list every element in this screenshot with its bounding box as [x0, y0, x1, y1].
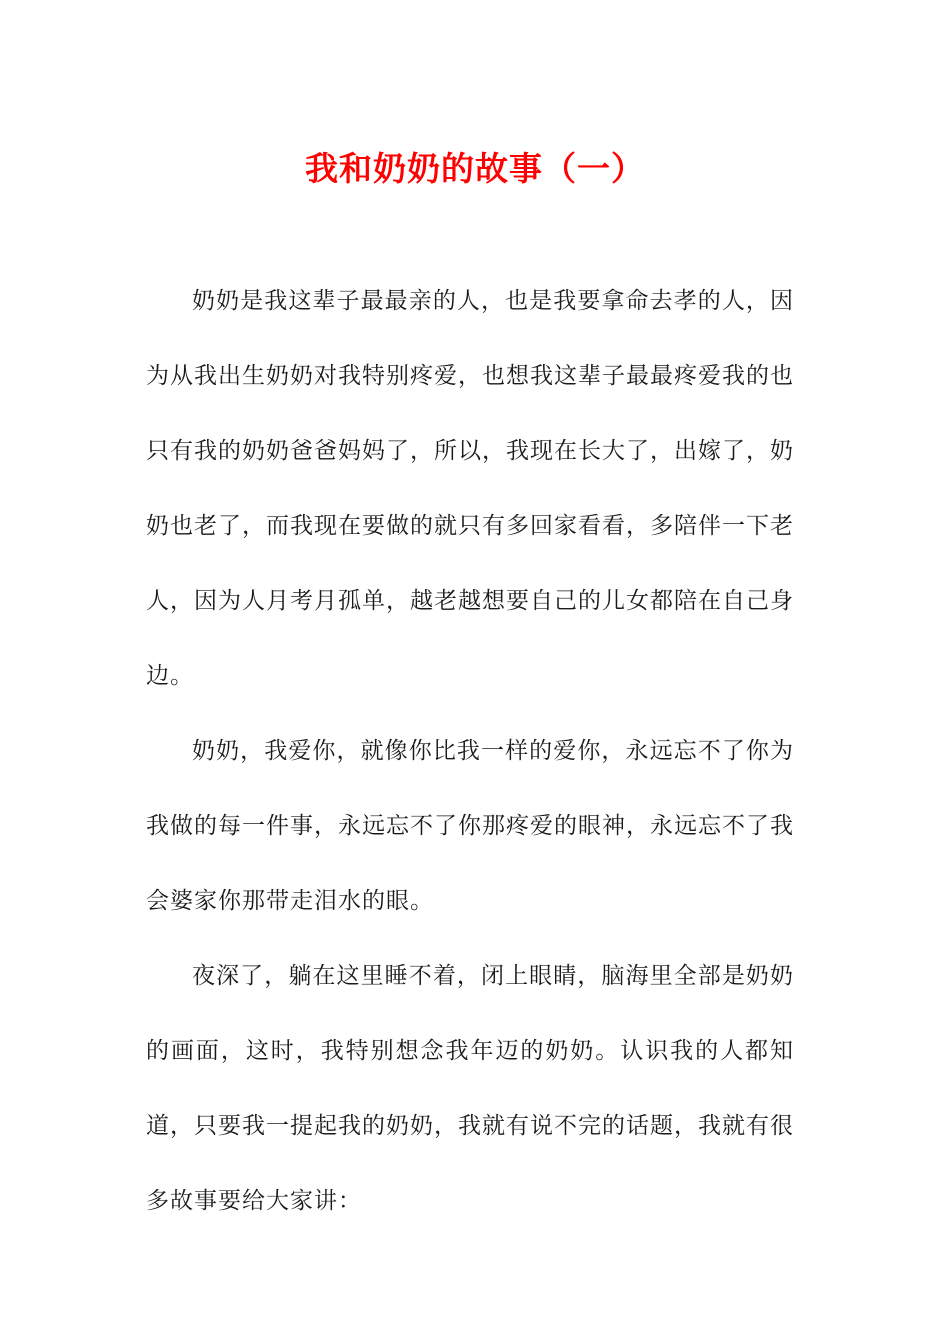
document-title: 我和奶奶的故事（一） [305, 149, 645, 188]
document-body [146, 264, 794, 1239]
paragraph-2: 奶奶，我爱你，就像你比我一样的爱你，永远忘不了你为我做的每一件事，永远忘不了你那疼爱的眼神，永远忘不了我会婆家你那带走泪水的眼。 [146, 738, 794, 914]
paragraph-3: 夜深了，躺在这里睡不着，闭上眼睛，脑海里全部是奶奶的画面，这时，我特别想念我年迈的奶奶。认识我的人都知道，只要我一提起我的奶奶，我就有说不完的话题，我就有很多故事要给大家讲： [146, 963, 794, 1214]
paragraph-1: 奶奶是我这辈子最最亲的人，也是我要拿命去孝的人，因为从我出生奶奶对我特别疼爱，也想我这辈子最最疼爱我的也只有我的奶奶爸爸妈妈了，所以，我现在长大了，出嫁了，奶奶也老了，而我现在要做的就只有多回家看看，多陪伴一下老人，因为人月考月孤单，越老越想要自己的儿女都陪在自己身边。 [146, 288, 794, 689]
